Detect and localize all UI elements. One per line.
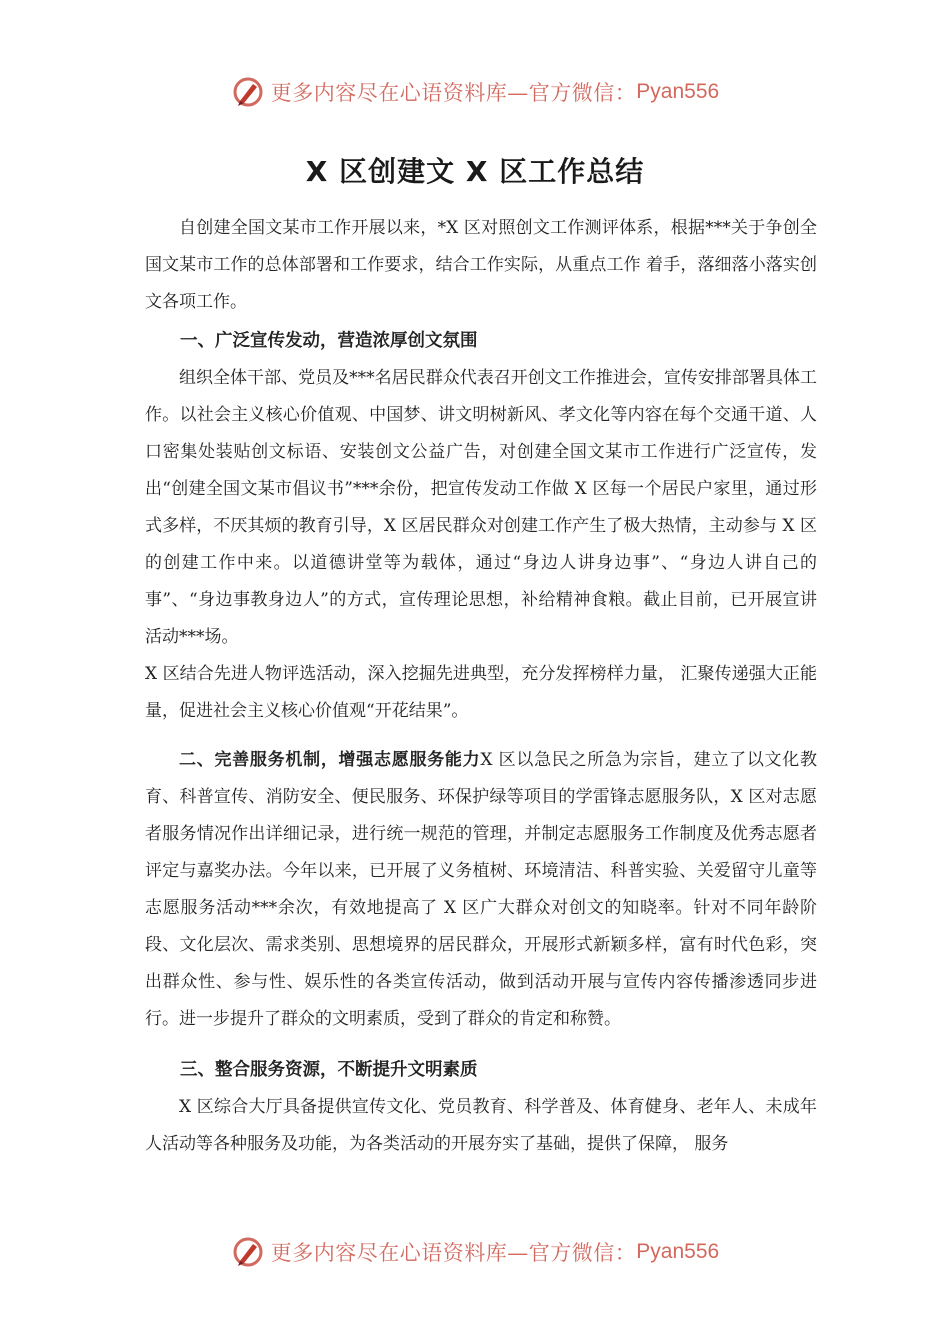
section-2-text: X 区以急民之所急为宗旨，建立了以文化教育、科普宣传、消防安全、便民服务、环保护绿等项目的学雷锋志愿服务队，X 区对志愿者服务情况作出详细记录，进行统一规范的管理，并制定志愿服务工作制度及优秀志愿者评定与嘉奖办法。今年以来，已开展了义务植树、环境清洁、科普实验、关爱留守儿童等志愿服务活动***余次，有效地提高了 X 区广大群众对创文的知晓率。针对不同年龄阶段、文化层次、需求类别、思想境界的居民群众，开展形式新颖多样，富有时代色彩，突出群众性、参与性、娱乐性的各类宣传活动，做到活动开展与宣传内容传播渗透同步进行。进一步提升了群众的文明素质，受到了群众的肯定和称赞。: [145, 750, 818, 1029]
pen-logo-icon: [231, 75, 265, 109]
section-1-heading: 一、广泛宣传发动，营造浓厚创文氛围: [180, 331, 478, 351]
banner-wechat-id: Pyan556: [636, 80, 720, 103]
section-2-paragraph: [145, 742, 817, 1038]
section-2-heading: 二、完善服务机制，增强志愿服务能力: [179, 750, 481, 770]
section-1-paragraph-2: X 区结合先进人物评选活动，深入挖掘先进典型，充分发挥榜样力量， 汇聚传递强大正能量，促进社会主义核心价值观“开花结果”。: [145, 664, 817, 721]
document-body: [145, 210, 817, 1163]
pen-logo-icon: [231, 1235, 265, 1269]
document-title: X 区创建文 X 区工作总结: [305, 155, 645, 188]
banner-text: 更多内容尽在心语资料库—官方微信：: [270, 81, 637, 105]
section-3-paragraph: X 区综合大厅具备提供宣传文化、党员教育、科学普及、体育健身、老年人、未成年人活动等各种服务及功能，为各类活动的开展夯实了基础，提供了保障， 服务: [145, 1097, 817, 1154]
header-banner: [0, 70, 950, 114]
banner-text: 更多内容尽在心语资料库—官方微信：: [270, 1241, 637, 1265]
section-1-paragraph: 组织全体干部、党员及***名居民群众代表召开创文工作推进会，宣传安排部署具体工作。以社会主义核心价值观、中国梦、讲文明树新风、孝文化等内容在每个交通干道、人口密集处装贴创文标语、安装创文公益广告，对创建全国文某市工作进行广泛宣传，发出“创建全国文某市倡议书”***余份，把宣传发动工作做 X 区每一个居民户家里，通过形式多样，不厌其烦的教育引导，X 区居民群众对创建工作产生了极大热情，主动参与 X 区的创建工作中来。以道德讲堂等为载体，通过“身边人讲身边事”、“身边人讲自己的事”、“身边事教身边人”的方式，宣传理论思想，补给精神食粮。截止目前，已开展宣讲活动***场。: [145, 368, 817, 647]
intro-paragraph: 自创建全国文某市工作开展以来，*X 区对照创文工作测评体系，根据***关于争创全国文某市工作的总体部署和工作要求，结合工作实际，从重点工作 着手，落细落小落实创文各项工作。: [145, 218, 817, 312]
footer-banner: [0, 1230, 950, 1274]
section-3-heading: 三、整合服务资源，不断提升文明素质: [180, 1060, 478, 1080]
banner-wechat-id: Pyan556: [636, 1240, 720, 1263]
